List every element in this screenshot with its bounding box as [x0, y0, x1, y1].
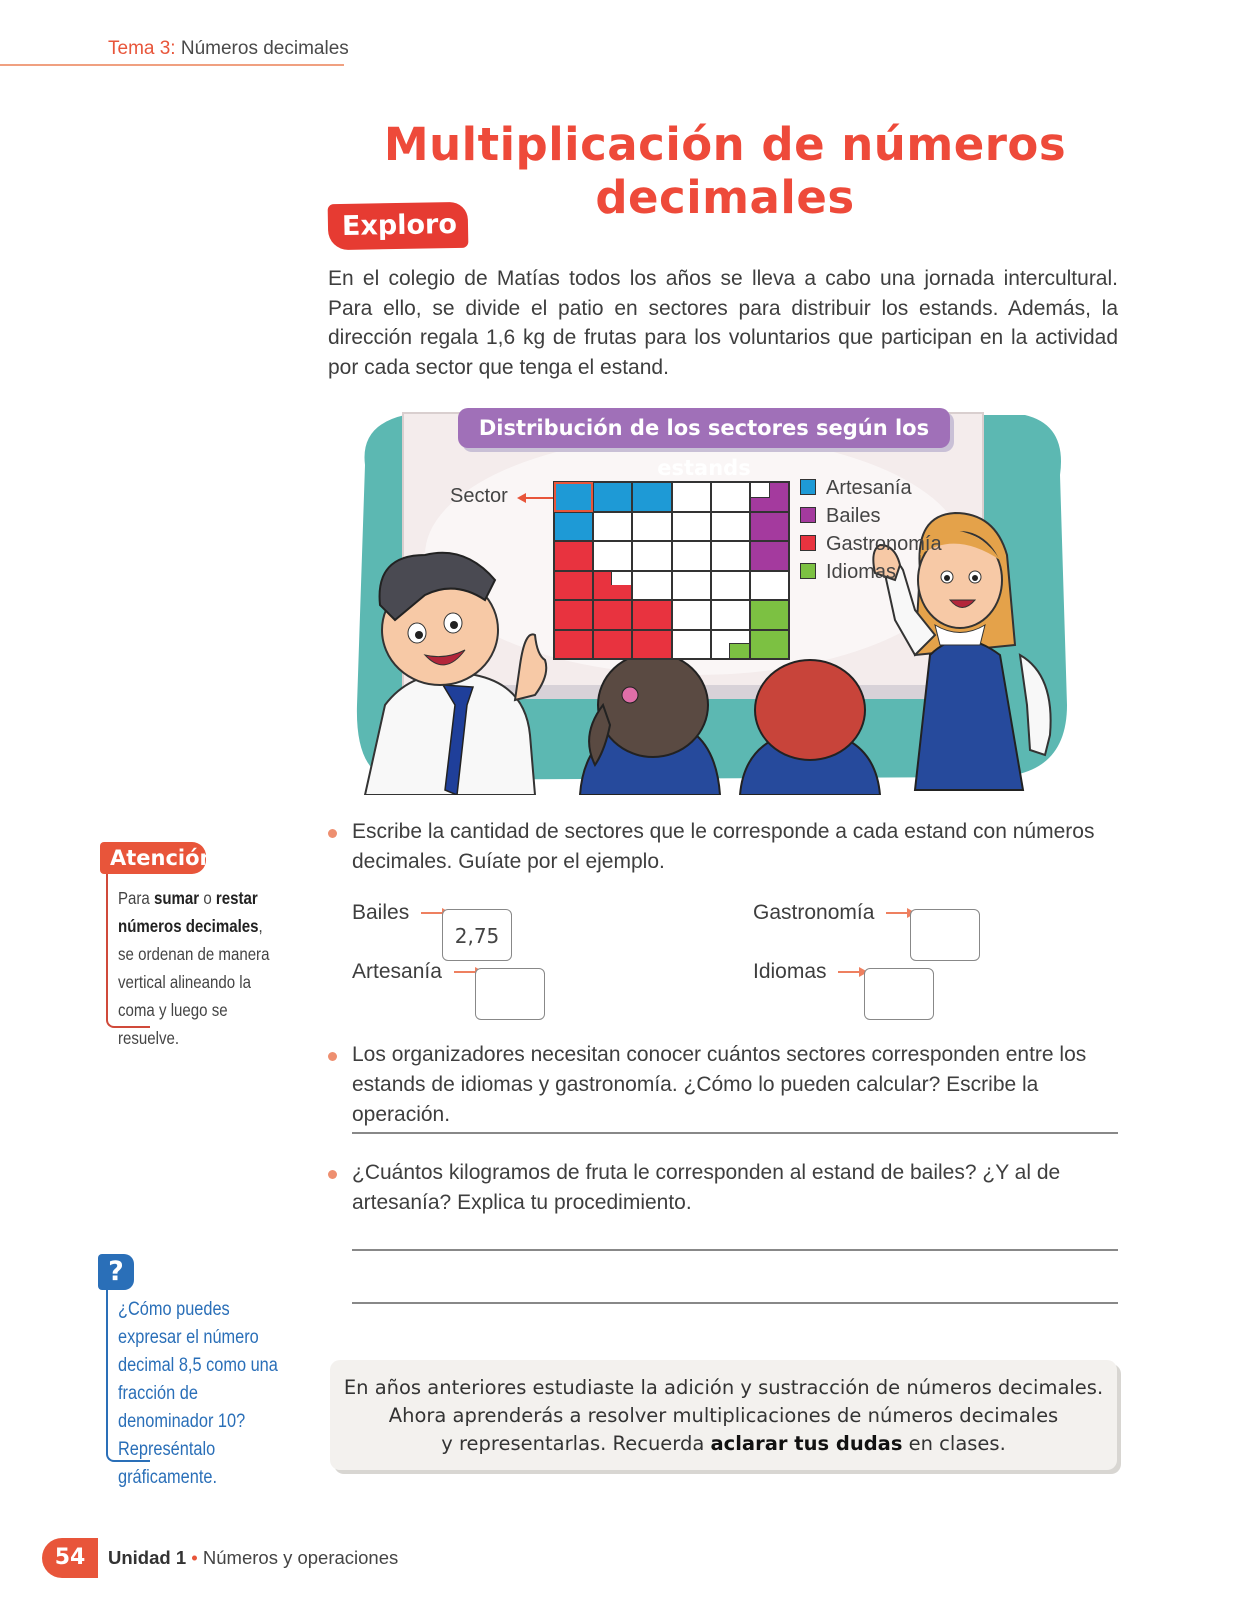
bullet-dot — [328, 1170, 337, 1179]
section-tag-exploro: Exploro — [328, 202, 469, 250]
grid-cell — [673, 542, 710, 570]
answer-artesania — [352, 960, 490, 984]
page-number: 54 — [42, 1538, 98, 1578]
legend-item-bailes — [800, 505, 880, 528]
chart-title: Distribución de los sectores según los estands — [458, 408, 950, 448]
grid-cell — [712, 572, 749, 600]
answer-idiomas — [753, 960, 874, 984]
grid-cell — [594, 542, 631, 570]
grid-cell — [594, 601, 631, 629]
grid-cell — [594, 483, 631, 511]
grid-cell — [712, 483, 749, 511]
info-line-3-post: en clases. — [902, 1432, 1006, 1455]
grid-cell — [673, 601, 710, 629]
bullet-1-text: Escribe la cantidad de sectores que le corresponde a cada estand con números decimales. Guíate por el ejemplo. — [352, 820, 1095, 873]
legend-label: Artesanía — [826, 477, 912, 499]
info-line-1: En años anteriores estudiaste la adición y sustracción de números decimales. — [343, 1376, 1104, 1399]
grid-cell — [633, 513, 670, 541]
bullet-dot — [328, 829, 337, 838]
grid-cell — [555, 542, 592, 570]
arrow-left-icon — [517, 492, 553, 504]
legend-label: Gastronomía — [826, 533, 942, 555]
grid-cell — [555, 601, 592, 629]
answer-idiomas-box[interactable] — [864, 968, 934, 1020]
grid-cell — [594, 572, 631, 600]
bullet-1 — [328, 817, 1118, 877]
grid-cell — [673, 572, 710, 600]
grid-cell — [712, 542, 749, 570]
answer-gastronomia-label: Gastronomía — [753, 901, 875, 924]
intro-paragraph: En el colegio de Matías todos los años se lleva a cabo una jornada intercultural. Para ello, se divide el patio en sectores para distribuir los estands. Además, la dirección regala 1,6 kg de frutas para los voluntarios que participan en la actividad por cada sector que tenga el estand. — [328, 267, 1118, 379]
answer-gastronomia — [753, 901, 922, 925]
info-line-3-pre: y representarlas. Recuerda — [441, 1432, 711, 1455]
legend-item-idiomas — [800, 561, 896, 584]
grid-cell — [633, 601, 670, 629]
atencion-text-pre: Para — [118, 888, 154, 908]
answer-idiomas-label: Idiomas — [753, 960, 827, 983]
atencion-bold-sumar: sumar — [153, 888, 200, 908]
legend-swatch — [800, 535, 816, 551]
info-line-3-bold: aclarar tus dudas — [710, 1432, 903, 1455]
grid-cell — [673, 631, 710, 659]
answer-line-2[interactable] — [352, 1249, 1118, 1251]
grid-cell — [712, 631, 749, 659]
legend-label: Bailes — [826, 505, 881, 527]
answer-line-1[interactable] — [352, 1132, 1118, 1134]
grid-cell — [751, 483, 788, 511]
grid-cell — [673, 513, 710, 541]
answer-artesania-box[interactable] — [475, 968, 545, 1020]
footer-separator: • — [191, 1547, 198, 1568]
topic-label: Tema 3: — [108, 38, 176, 59]
grid-cell — [673, 483, 710, 511]
grid-cell — [594, 631, 631, 659]
topic-name: Números decimales — [180, 38, 349, 59]
answer-artesania-label: Artesanía — [352, 960, 442, 983]
answer-bailes-box[interactable]: 2,75 — [442, 909, 512, 961]
header-divider — [0, 64, 344, 66]
bullet-3-text: ¿Cuántos kilogramos de fruta le corresponden al estand de bailes? ¿Y al de artesanía? Explica tu procedimiento. — [352, 1161, 1061, 1214]
info-box — [330, 1360, 1117, 1470]
grid-cell — [751, 572, 788, 600]
sector-label: Sector — [450, 485, 508, 507]
bullet-2 — [328, 1040, 1118, 1130]
atencion-tag: Atención — [100, 842, 206, 874]
grid-cell — [751, 513, 788, 541]
grid-cell — [633, 631, 670, 659]
legend-swatch — [800, 563, 816, 579]
atencion-bold-restar: restar números decimales — [118, 888, 259, 936]
legend-swatch — [800, 479, 816, 495]
answer-bailes-label: Bailes — [352, 901, 410, 924]
sector-grid — [553, 481, 790, 660]
answer-line-3[interactable] — [352, 1302, 1118, 1304]
grid-cell — [751, 631, 788, 659]
grid-cell — [751, 542, 788, 570]
answer-gastronomia-box[interactable] — [910, 909, 980, 961]
atencion-text-mid: o — [199, 888, 216, 908]
grid-cell — [594, 513, 631, 541]
grid-cell — [555, 572, 592, 600]
footer-unit: Unidad 1 — [108, 1547, 187, 1568]
grid-cell — [633, 542, 670, 570]
atencion-text — [118, 884, 277, 1052]
question-text: ¿Cómo puedes expresar el número decimal 8,5 como una fracción de denominador 10? Represéntalo gráficamente. — [118, 1299, 278, 1488]
question-icon: ? — [98, 1254, 134, 1290]
grid-cell — [712, 601, 749, 629]
footer — [108, 1547, 398, 1569]
grid-cell — [555, 513, 592, 541]
grid-cell — [555, 483, 592, 511]
info-line-2: Ahora aprenderás a resolver multiplicaciones de números decimales — [388, 1404, 1059, 1427]
grid-cell — [633, 483, 670, 511]
page-title: Multiplicación de números decimales — [383, 118, 1067, 224]
legend-swatch — [800, 507, 816, 523]
bullet-dot — [328, 1052, 337, 1061]
grid-cell — [555, 631, 592, 659]
legend-item-gastronomia — [800, 533, 942, 556]
legend-label: Idiomas — [826, 561, 897, 583]
grid-cell — [751, 601, 788, 629]
footer-unit-name: Números y operaciones — [202, 1547, 399, 1568]
topic-header — [108, 38, 349, 60]
bullet-2-text: Los organizadores necesitan conocer cuántos sectores corresponden entre los estands de idiomas y gastronomía. ¿Cómo lo pueden calcular? Escribe la operación. — [352, 1043, 1087, 1126]
atencion-text-post: , se ordenan de manera vertical alineando la coma y luego se resuelve. — [118, 916, 270, 1048]
grid-cell — [633, 572, 670, 600]
grid-cell — [712, 513, 749, 541]
info-line-3 — [330, 1430, 1117, 1458]
bullet-3 — [328, 1158, 1118, 1218]
legend-item-artesania — [800, 477, 912, 500]
